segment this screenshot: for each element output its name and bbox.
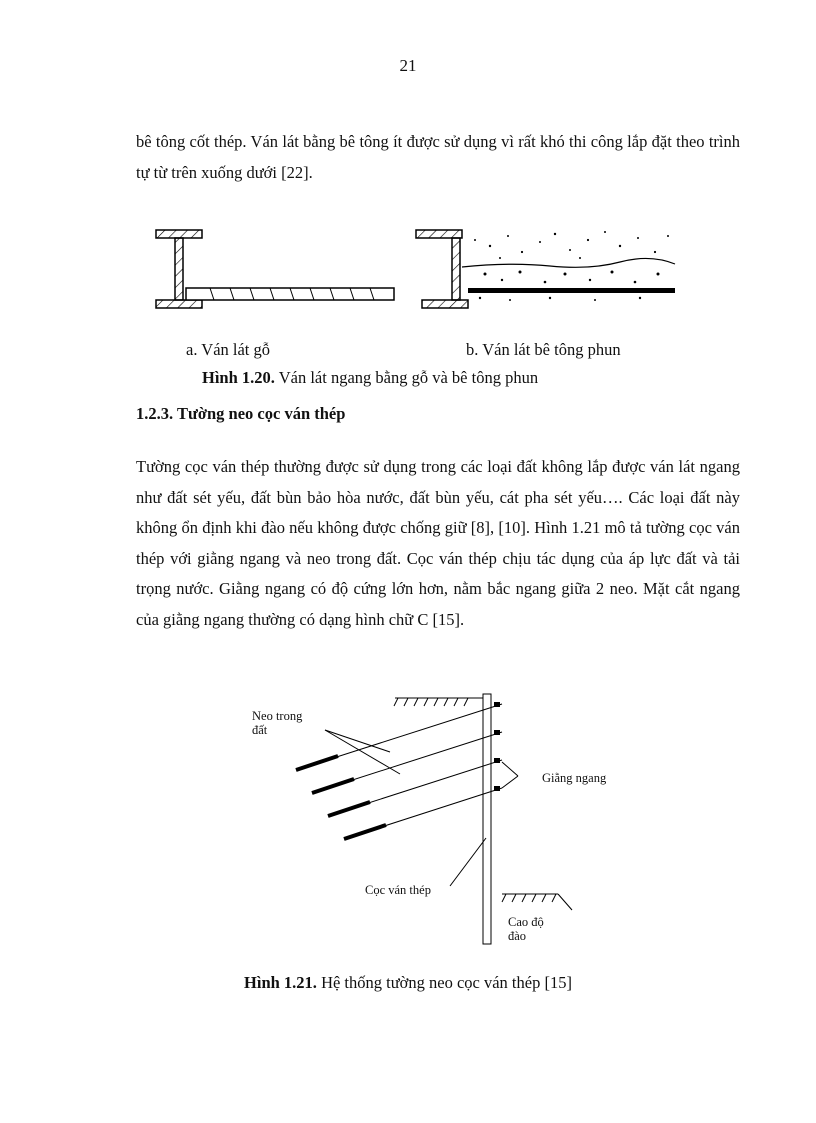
label-anchor-line1: Neo trong (252, 709, 303, 723)
figure-1-21-title: Hệ thống tường neo cọc ván thép [15] (316, 973, 572, 992)
figure-1-20-title: Ván lát ngang bằng gỗ và bê tông phun (274, 368, 539, 387)
shotcrete-lagging-drawing (416, 230, 675, 308)
figure-1-20-label: Hình 1.20. (202, 368, 275, 387)
figure-1-21-caption (0, 973, 816, 993)
figure-1-21-diagram (240, 688, 620, 958)
label-sheet-pile: Cọc ván thép (365, 883, 431, 897)
page-number: 21 (399, 56, 417, 75)
label-depth-line2: đào (508, 929, 527, 943)
label-depth-line1: Cao độ (508, 915, 544, 929)
figure-1-20-diagram (150, 222, 680, 317)
timber-lagging-drawing (156, 230, 394, 308)
paragraph: bê tông cốt thép. Ván lát bằng bê tông ít được sử dụng vì rất khó thi công lắp đặt theo trình tự từ trên xuống dưới [22]. (136, 132, 740, 182)
label-anchor-line2: đất (252, 723, 268, 737)
label-waler: Giằng ngang (542, 771, 607, 785)
figure-1-21-label: Hình 1.21. (244, 973, 317, 992)
ground-anchors (296, 704, 502, 839)
section-paragraph: Tường cọc ván thép thường được sử dụng trong các loại đất không lắp được ván lát ngang như đất sét yếu, đất bùn bảo hòa nước, đất bùn yếu, cát pha sét yếu…. Các loại đất này không ổn định khi đào nếu không được chống giữ [8], [10]. Hình 1.21 mô tả tường cọc ván thép với giằng ngang và neo trong đất. Cọc ván thép chịu tác dụng của áp lực đất và tải trọng nước. Giằng ngang có độ cứng lớn hơn, nằm bắc ngang giữa 2 neo. Mặt cắt ngang của giằng ngang thường có dạng hình chữ C [15]. (136, 457, 740, 629)
figure-1-20-caption (202, 368, 538, 388)
figure-1-20-caption-a: a. Ván lát gỗ (186, 340, 271, 359)
figure-1-20-caption-b: b. Ván lát bê tông phun (466, 340, 621, 359)
sheet-pile-wall (483, 694, 491, 944)
section-heading: 1.2.3. Tường neo cọc ván thép (136, 404, 346, 423)
